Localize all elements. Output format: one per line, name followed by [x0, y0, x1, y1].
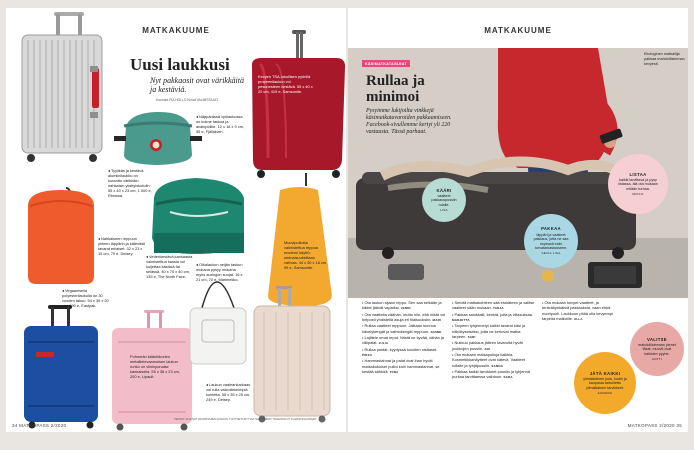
silver-suitcase	[22, 12, 102, 162]
red-sweater	[498, 48, 610, 168]
caption-bag: ◂ Olkalaukun neljän taskun mukana pysyy mukana myös auringon suojat. 16 x 21 cm, 70 e, Marimekko.	[196, 262, 243, 282]
tip-author: MARI	[432, 317, 441, 322]
section-heading: MATKAKUUME	[142, 26, 210, 35]
tip-bubble-listaa	[608, 154, 668, 214]
tip-author: JENNI	[400, 306, 411, 311]
caption-yellow: Muovipullosta valmistettua reppua moderni käyttö: ominaisuuksiltaan vahvaa. 44 x 30 x 16 cm, 99 e, Samsonite.	[284, 240, 328, 270]
tip-item: • Ota mukaan matkapulloja kaikkia. Kosmetiikkanäytteet ovat kätevä. Vaatteet rullalle ja tyhjäpussiin. SANNA	[452, 352, 526, 368]
caption-blue: ◂ Vegaanisella polyesterilaukulla on 30 vuoden takuu. 54 x 39 x 20 cm, 190 e, Eastpak.	[62, 288, 109, 308]
bubble-title: PAKKAA	[541, 226, 561, 232]
topic-tag: KÄSIMATKATAVARAT	[362, 60, 410, 67]
left-page	[6, 8, 346, 432]
tip-item: • Hammastahnat ja palat ovat ihan hyvät matkakokoiset pullot kuin hammastahnat, se kestää sähköä. TIINA	[362, 358, 440, 374]
tip-item: • Ota laukun sijaan reppu. Sen saa selkään ja kädet jäävät vapaiksi. JENNI	[362, 300, 442, 311]
bubble-author: ANTTI	[651, 356, 663, 361]
tip-item: • Lajittele omat reput. Niistä ne kyvää, vähän ja välipalat. JULIA	[362, 335, 444, 346]
caption-silver: ◂ Tyylikäs ja kestävä alumiinilaukku on kuranttu värikkäin nahkaisin yksityiskohdin. 55 x 40 x 23 cm, 1 000 e, Rimowa.	[108, 168, 152, 198]
tip-item: • Pakkaa sandaalit, kenkiä, joita ja villasuksaa. MARJETTA	[452, 311, 534, 322]
tip-text: Ota laukun sijaan reppu. Sen saa selkään ja kädet jäävät vapaiksi.	[362, 300, 442, 311]
article-title: Uusi laukkusi	[130, 55, 230, 74]
caption-orange: ◂ Nahkaiseen reppuun yhteen läppärin ja kätevästi tavarat erilaiset. 32 x 23 x 15 cm, 79 e, Delsey.	[98, 236, 146, 256]
tip-text: Selvitä matkakohteen sää etukäteen ja valitse vaatteet sään mukaan.	[452, 300, 535, 311]
article-lead: Pysyimme lukijoilta vinkkejä käsimatkatavaroiden pakkaamiseen. Facebook-sivullemme kertyi yli 220 vastausta. Tässä parhaat.	[366, 108, 452, 136]
caption-white: ◂ Laukun vaaleankarkaan voi rulla vakiotärkeimpiä kohteita. 55 x 35 x 25 cm, 249 e, Delsey.	[206, 382, 251, 402]
tips-column-3	[542, 300, 626, 322]
tip-item: • Ota mukaan kevyet vaatteet, ja teräväkynkäisiä pakkauksia, vaan ehkä nuoripuoli. Laukkuun pitää olla kevyempi tarpeita matkoille. ALLA	[542, 300, 613, 321]
red-spinner-suitcase	[252, 30, 345, 178]
tip-item: • Selvitä matkakohteen sää etukäteen ja valitse vaatteet sään mukaan. TARJA	[452, 300, 535, 311]
tips-column-1	[362, 300, 446, 375]
article-title-line1: Rullaa ja	[366, 73, 425, 89]
tip-author: SARA	[503, 375, 513, 380]
tip-author: JULIA	[378, 341, 389, 346]
tip-bubble-pakkaa	[524, 214, 578, 268]
tip-item: • Rullaa vaatteet reppuun. Jalkaan kunnon kävelykengät ja vaihtokengät reppuun. JANNE	[362, 323, 442, 334]
tip-text: Rullaa vaatteet reppuun. Jalkaan kunnon kävelykengät ja vaihtokengät reppuun.	[362, 323, 437, 334]
blue-suitcase	[24, 305, 98, 429]
ecology-sticker: Ekologinen matkailija pakkaa mahdollisimman kevyesti.	[644, 52, 685, 66]
photo-credit: TEKSTIT JA KUVAT VALMISTAJIEN MUKAAN. TUOTTEITA MYYVÄT SUUREMMAT TAVARATALOT JA ERIKOISLIIKKEET.	[174, 418, 317, 421]
tip-text: Rullaa paidat, kyydyssä koodien sisäaset.	[364, 346, 438, 352]
bubble-text: läppäri ja vaatteet pakkaus, jotta ne saa nopeasti esiin turvatarkastukseen.	[533, 232, 569, 251]
teal-hip-bag	[114, 112, 202, 165]
bubble-author: LISA	[440, 207, 448, 212]
tip-text: Ota vaatteita väähän, mutta niin, että niistä voi helposti yhdistellä asuja eri tilaisuuksiin.	[362, 311, 446, 322]
tip-item: • Pakkaa kaikki tarvikkeet pussiin ja tyhjennä purkaa tarvittaessa vaihtoon. SARA	[452, 368, 530, 380]
bubble-text: vaatteet pakkauspussiin rulalle.	[431, 193, 457, 208]
bubble-author: AURORA	[597, 390, 613, 395]
caption-red-suitcase: Kevyen TSA-lukollisen pyörillä propeenilaukun voi pesunesteen kestävä. 55 x 40 x 20 cm, 419 e, Samsonite.	[258, 74, 313, 94]
tips-column-2	[452, 300, 536, 381]
tip-author: JANNE	[430, 329, 442, 334]
bubble-text: kaikki tarvittava ja pysy listassa, älä ota mukaan mitään turhaa.	[618, 177, 658, 192]
tip-author: ALLA	[573, 316, 583, 321]
tip-author: MARJETTA	[452, 317, 470, 322]
tip-text: Ota mukaan matkapulloja kaikkia. Kosmetiikkanäytteet ovat kätevä. Vaatteet rullalle ja tyhjäpussiin.	[452, 352, 526, 368]
caption-duffel: ◂ Vedenkestävä kankaasta valmistettua kassia voi kuljettaa käsissä tai selässä. 40 x 70 x 40 cm, 135 e, The North Face.	[146, 254, 193, 279]
bubble-author: SEVIA LISA	[541, 251, 561, 256]
bubble-text: mahdollisimman pienet tilaat, muovit ovat kaikkien pyyhe.	[638, 342, 676, 357]
beige-spinner	[254, 286, 330, 423]
tip-text: Nukkuu pakkaus jälleen tavaroita hyvät joukkojen pussiin.	[452, 340, 523, 351]
bubble-text: ylimääräinen pois, kodin ja kaupasta tarkoitettu ylimalkaisen tarvikkeet.	[583, 376, 627, 391]
tip-bubble-kaari	[422, 178, 466, 222]
bubble-title: KÄÄRI	[436, 187, 452, 193]
article-subtitle: Nyt pakkaosit ovat värikkäitä ja kestäviä.	[150, 76, 244, 95]
tip-author: SANNA	[491, 363, 504, 368]
bubble-author: MIKKO	[632, 191, 644, 196]
tip-text: Hammastahnat ja palat ovat ihan hyvät matkakokoiset pullot kuin hammastahnat, se kestää sähköä.	[362, 358, 440, 374]
tip-author: ARI	[484, 346, 490, 351]
page-number-right: MATKOPASS 2/2020 35	[627, 423, 682, 428]
bubble-title: JÄTÄ KAIKKI	[589, 370, 621, 376]
section-heading: MATKAKUUME	[484, 26, 552, 35]
article-title-line2: minimoi	[366, 89, 420, 105]
caption-pink: Pohmeän kääntökorien metallielevaamoisen laukun runko on viininpunaise kankaisella. 55 x 38 x 23 cm, 200 e, Lipault.	[130, 354, 180, 379]
tip-text: Lajittele omat reput. Niistä ne kyvää, vähän ja välipalat.	[362, 335, 444, 346]
right-page	[348, 8, 688, 432]
tip-bubble-jata	[574, 352, 636, 414]
tip-item: • Nukkuu pakkaus jälleen tavaroita hyvät joukkojen pussiin. ARI	[452, 340, 523, 351]
page-number-left: 34 MATKOPASS 2/2020	[12, 423, 67, 428]
tip-bubble-valitse	[630, 322, 684, 376]
tip-author: TARJA	[492, 306, 504, 311]
bubble-title: VALITSE	[647, 336, 667, 342]
tip-text: Pakkaa kaikki tarvikkeet pussiin ja tyhjennä purkaa tarvittaessa vaihtoon.	[452, 368, 530, 380]
tip-item: • Tarpeen tyhjennetyt kaikki tavarat käsi ja näkökyseiseksi, jotta ne kertovat matka tarpeen. SARI	[452, 323, 526, 339]
tip-item: • Rullaa paidat, kyydyssä koodien sisäaset. PIRJO	[362, 346, 438, 357]
byline: Koonnut PIA HOLLO Kuvat VALMISTAJAT	[156, 98, 219, 102]
orange-backpack	[28, 188, 94, 284]
tip-text: Pakkaa sandaalit, kenkiä, joita ja villasuksaa.	[454, 311, 534, 317]
tip-item: • Ota vaatteita väähän, mutta niin, että niistä voi helposti yhdistellä asuja eri tilaisuuksiin. MARI	[362, 311, 446, 322]
tip-author: SARI	[467, 334, 476, 339]
tip-author: PIRJO	[362, 353, 373, 357]
tip-text: Tarpeen tyhjennetyt kaikki tavarat käsi ja näkökyseiseksi, jotta ne kertovat matka tarpeen.	[452, 323, 526, 339]
green-duffel	[152, 178, 244, 254]
tip-author: TIINA	[389, 369, 399, 374]
tip-text: Ota mukaan kevyet vaatteet, ja teräväkynkäisiä pakkauksia, vaan ehkä nuoripuoli. Laukkuun pitää olla kevyempi tarpeita matkoille.	[542, 300, 613, 321]
white-shoulder-bag	[190, 282, 246, 364]
caption-hipbag: ◂ Näppärässä vyölaukussa on kolme taskua ja avainpidike. 12 x 18 x 9 cm, 55 e, Fjällräven.	[196, 114, 245, 134]
bubble-title: LISTAA	[629, 171, 647, 177]
